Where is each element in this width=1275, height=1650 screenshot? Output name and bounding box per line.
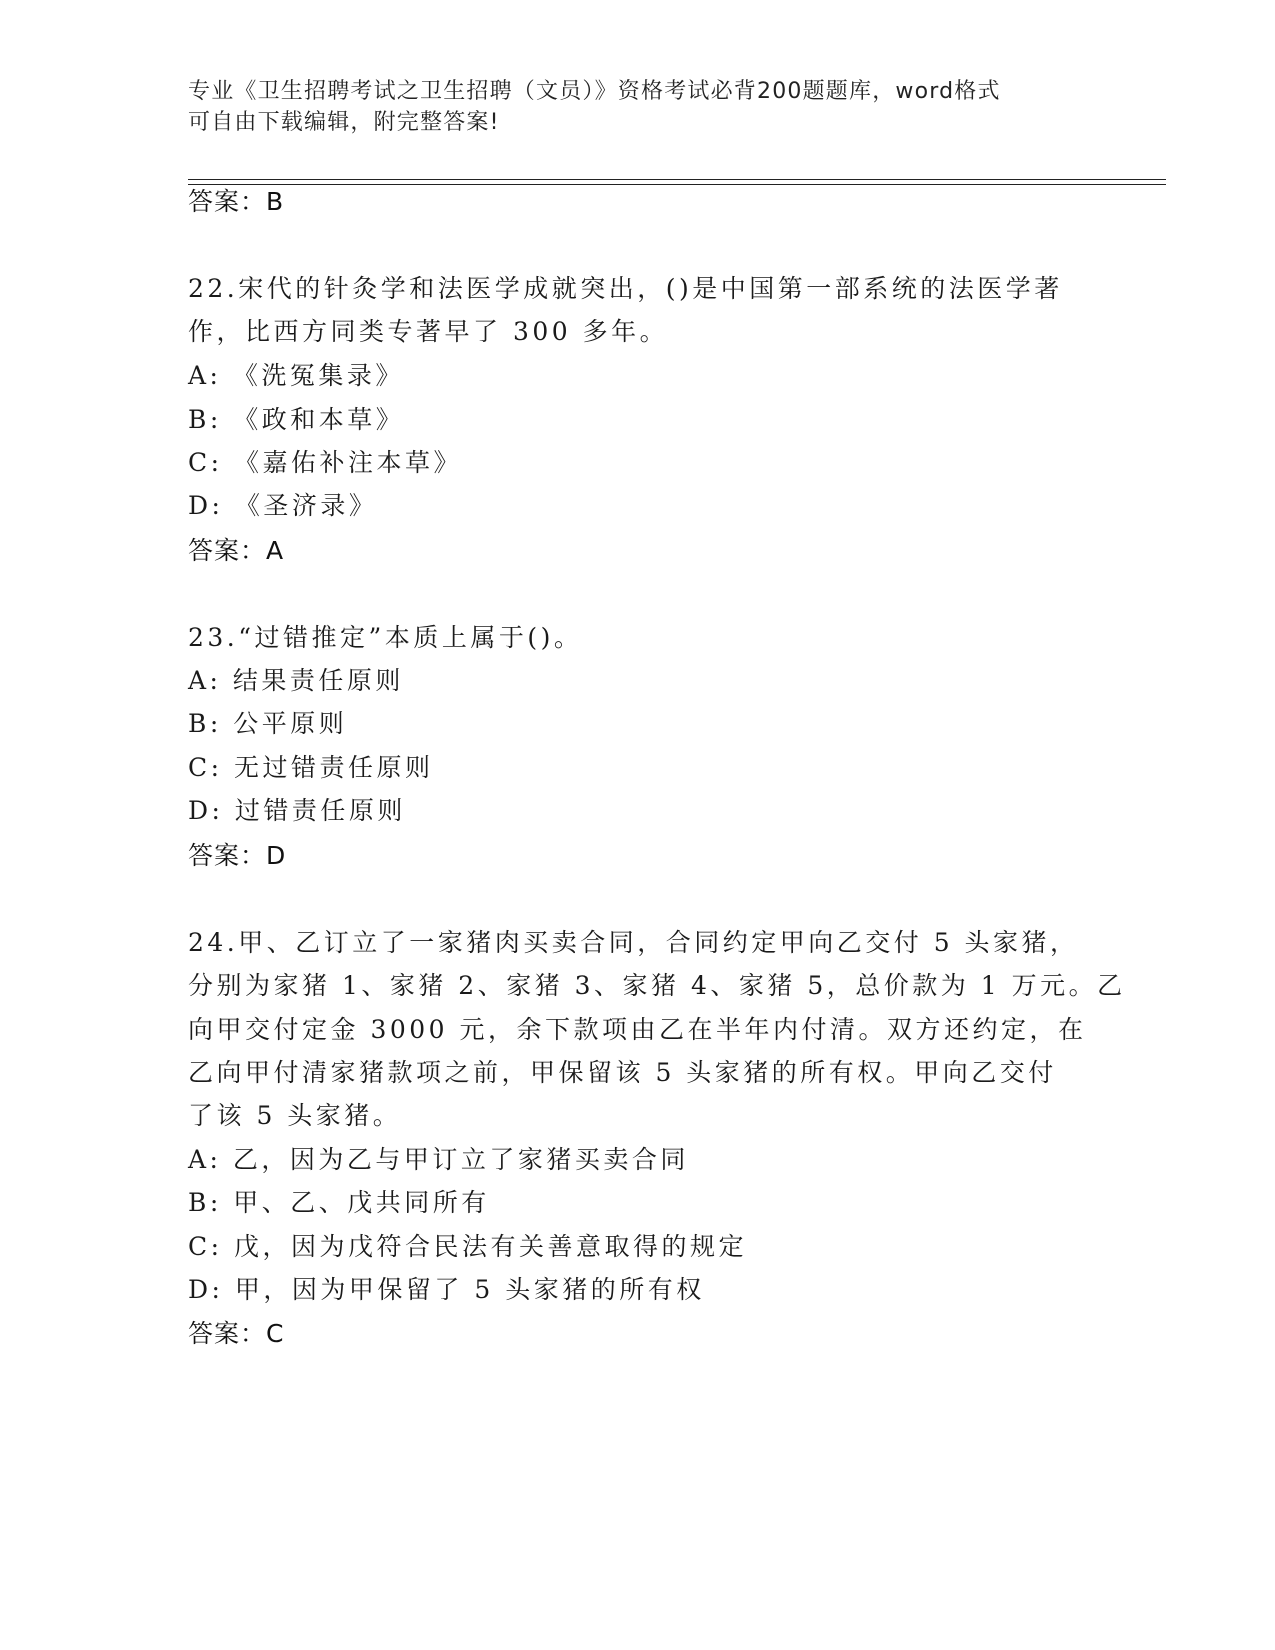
header-divider-bottom: [188, 184, 1166, 185]
q24-stem-line-3: 向甲交付定金 3000 元，余下款项由乙在半年内付清。双方还约定，在: [188, 1015, 1087, 1044]
header-divider-top: [188, 179, 1166, 180]
q24-option-d: D: 甲，因为甲保留了 5 头家猪的所有权: [188, 1275, 705, 1304]
q23-option-b: B: 公平原则: [188, 709, 348, 738]
q22-option-a: A: 《洗冤集录》: [188, 361, 404, 390]
q21-answer: 答案：B: [188, 187, 285, 216]
q22-option-b: B: 《政和本草》: [188, 405, 405, 434]
q23-answer: 答案：D: [188, 841, 287, 870]
q24-stem-line-4: 乙向甲付清家猪款项之前，甲保留该 5 头家猪的所有权。甲向乙交付: [188, 1058, 1057, 1087]
q23-option-a: A: 结果责任原则: [188, 666, 404, 695]
q24-option-b: B: 甲、乙、戊共同所有: [188, 1188, 490, 1217]
document-header: [188, 76, 1088, 138]
header-title-line-1: 专业《卫生招聘考试之卫生招聘（文员）》资格考试必背200题题库，word格式: [188, 79, 1001, 104]
q24-stem-line-1: 24.甲、乙订立了一家猪肉买卖合同，合同约定甲向乙交付 5 头家猪，: [188, 928, 1079, 957]
q23-option-d: D: 过错责任原则: [188, 796, 406, 825]
q24-option-c: C: 戊，因为戊符合民法有关善意取得的规定: [188, 1232, 747, 1261]
q22-option-d: D: 《圣济录》: [188, 491, 378, 520]
q24-answer: 答案：C: [188, 1319, 285, 1348]
header-title-line-2: 可自由下载编辑，附完整答案!: [188, 110, 500, 135]
q24-stem-line-2: 分别为家猪 1、家猪 2、家猪 3、家猪 4、家猪 5，总价款为 1 万元。乙: [188, 971, 1126, 1000]
q23-stem-line-1: 23.“过错推定”本质上属于()。: [188, 623, 583, 652]
q22-stem-line-2: 作，比西方同类专著早了 300 多年。: [188, 317, 669, 346]
q22-option-c: C: 《嘉佑补注本草》: [188, 448, 462, 477]
q22-answer: 答案：A: [188, 536, 285, 565]
q23-option-c: C: 无过错责任原则: [188, 753, 434, 782]
q24-option-a: A: 乙，因为乙与甲订立了家猪买卖合同: [188, 1145, 689, 1174]
q24-stem-line-5: 了该 5 头家猪。: [188, 1101, 402, 1130]
q22-stem-line-1: 22.宋代的针灸学和法医学成就突出，()是中国第一部系统的法医学著: [188, 274, 1063, 303]
